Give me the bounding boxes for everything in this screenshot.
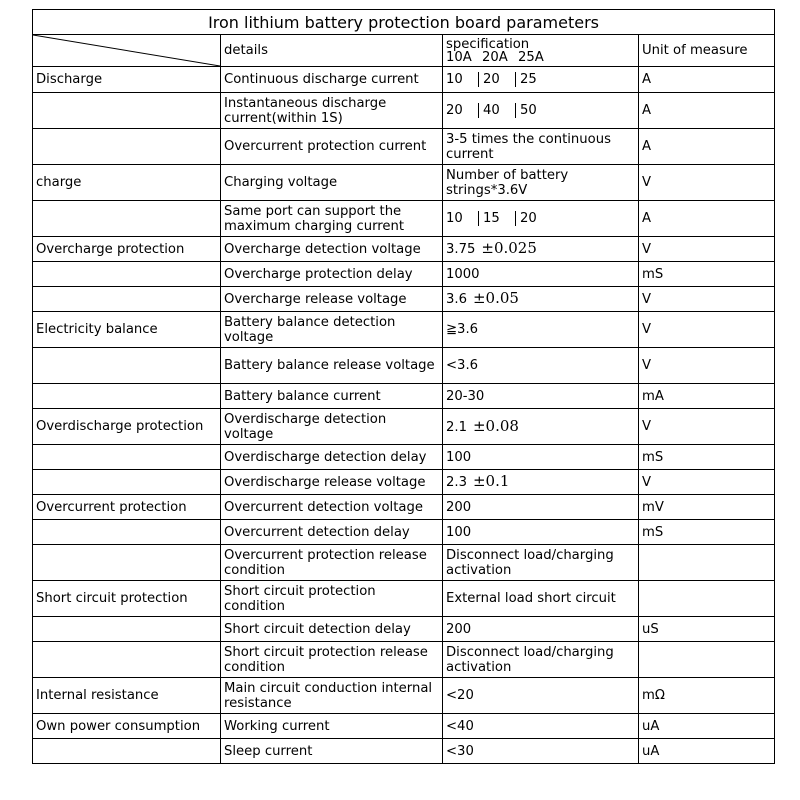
row-category: Overcharge protection: [33, 237, 221, 262]
spec-value: 40: [483, 103, 500, 118]
row-detail: Overcurrent detection voltage: [221, 495, 443, 520]
spec-divider: [478, 103, 479, 118]
diagonal-line: [33, 35, 220, 66]
row-spec: [443, 739, 639, 764]
spec-value: 10: [446, 72, 463, 87]
row-detail: Battery balance current: [221, 384, 443, 409]
spec-value: <20: [446, 688, 474, 703]
row-category: [33, 545, 221, 581]
spec-value: 20: [520, 211, 537, 226]
spec-value: Disconnect load/charging activation: [446, 644, 614, 675]
row-unit: mS: [639, 445, 775, 470]
header-specification: [443, 35, 639, 67]
row-unit: [639, 545, 775, 581]
row-detail: Overcharge detection voltage: [221, 237, 443, 262]
row-unit: mS: [639, 520, 775, 545]
row-detail: Main circuit conduction internal resistance: [221, 678, 443, 714]
row-category: Overcurrent protection: [33, 495, 221, 520]
row-category: Internal resistance: [33, 678, 221, 714]
spec-value: 20: [483, 72, 500, 87]
spec-value: 2.1: [446, 419, 467, 435]
spec-divider: [515, 103, 516, 118]
row-spec: [443, 312, 639, 348]
row-detail: Overcharge protection delay: [221, 262, 443, 287]
row-category: Own power consumption: [33, 714, 221, 739]
table-row: [33, 165, 775, 201]
row-detail: Short circuit protection condition: [221, 581, 443, 617]
row-category: [33, 520, 221, 545]
row-detail: Instantaneous discharge current(within 1S): [221, 93, 443, 129]
header-spec-label: specification: [446, 36, 530, 52]
table-row: [33, 348, 775, 384]
row-detail: Short circuit protection release condition: [221, 642, 443, 678]
row-category: charge: [33, 165, 221, 201]
table-row: [33, 201, 775, 237]
row-spec: [443, 617, 639, 642]
spec-value: Number of battery strings*3.6V: [446, 167, 569, 198]
row-detail: Battery balance detection voltage: [221, 312, 443, 348]
row-unit: V: [639, 470, 775, 495]
row-unit: uS: [639, 617, 775, 642]
row-detail: Battery balance release voltage: [221, 348, 443, 384]
table-row: [33, 93, 775, 129]
spec-tolerance: ±0.05: [472, 289, 519, 307]
row-spec: [443, 262, 639, 287]
row-category: [33, 445, 221, 470]
spec-divider: [478, 72, 479, 87]
row-unit: A: [639, 67, 775, 93]
row-spec: [443, 642, 639, 678]
table-title: Iron lithium battery protection board parameters: [33, 10, 775, 35]
row-category: [33, 129, 221, 165]
header-spec-10a: 10A: [446, 49, 472, 65]
spec-value: 20: [446, 103, 463, 118]
spec-tolerance: ±0.08: [472, 416, 519, 435]
table-row: [33, 445, 775, 470]
row-category: [33, 617, 221, 642]
row-detail: Sleep current: [221, 739, 443, 764]
row-spec: [443, 165, 639, 201]
diagonal-header-cell: [33, 35, 221, 67]
row-unit: V: [639, 165, 775, 201]
row-unit: [639, 581, 775, 617]
row-unit: mV: [639, 495, 775, 520]
table-row: [33, 714, 775, 739]
spec-value: 25: [520, 72, 537, 87]
row-spec: [443, 67, 639, 93]
row-detail: Working current: [221, 714, 443, 739]
table-row: [33, 495, 775, 520]
spec-value: 50: [520, 103, 537, 118]
row-unit: mA: [639, 384, 775, 409]
spec-value: 2.3: [446, 475, 467, 490]
header-unit: Unit of measure: [639, 35, 775, 67]
row-detail: Continuous discharge current: [221, 67, 443, 93]
table-row: [33, 129, 775, 165]
row-detail: Overcurrent detection delay: [221, 520, 443, 545]
table-row: [33, 67, 775, 93]
header-spec-20a: 20A: [482, 49, 508, 65]
spec-value: 3-5 times the continuous current: [446, 131, 611, 162]
row-category: [33, 739, 221, 764]
spec-value: Disconnect load/charging activation: [446, 547, 614, 578]
row-spec: [443, 348, 639, 384]
row-spec: [443, 445, 639, 470]
spec-tolerance: ±0.025: [481, 239, 537, 257]
header-details: details: [221, 35, 443, 67]
spec-value: External load short circuit: [446, 591, 616, 606]
row-unit: A: [639, 93, 775, 129]
row-unit: A: [639, 129, 775, 165]
row-detail: Same port can support the maximum charging current: [221, 201, 443, 237]
row-spec: [443, 678, 639, 714]
header-row: [33, 35, 775, 67]
table-row: [33, 642, 775, 678]
table-row: [33, 520, 775, 545]
row-category: Discharge: [33, 67, 221, 93]
spec-divider: [478, 211, 479, 226]
parameters-table-wrapper: [32, 9, 774, 764]
spec-value: <40: [446, 718, 474, 734]
table-row: [33, 545, 775, 581]
spec-divider: [515, 72, 516, 87]
row-detail: Short circuit detection delay: [221, 617, 443, 642]
title-row: [33, 10, 775, 35]
row-category: [33, 262, 221, 287]
row-unit: V: [639, 287, 775, 312]
row-spec: [443, 384, 639, 409]
row-detail: Overdischarge detection voltage: [221, 409, 443, 445]
table-row: [33, 409, 775, 445]
row-unit: V: [639, 409, 775, 445]
row-spec: [443, 714, 639, 739]
row-category: Short circuit protection: [33, 581, 221, 617]
row-category: [33, 384, 221, 409]
row-unit: mS: [639, 262, 775, 287]
spec-value: 100: [446, 524, 472, 540]
spec-tolerance: ±0.1: [472, 472, 510, 490]
row-category: [33, 348, 221, 384]
spec-value: 3.75: [446, 242, 476, 257]
spec-value: 15: [483, 211, 500, 226]
row-detail: Overcurrent protection current: [221, 129, 443, 165]
spec-value: <30: [446, 743, 474, 759]
table-row: [33, 739, 775, 764]
row-unit: uA: [639, 739, 775, 764]
row-unit: uA: [639, 714, 775, 739]
row-unit: mΩ: [639, 678, 775, 714]
row-detail: Overcharge release voltage: [221, 287, 443, 312]
spec-value: 200: [446, 621, 472, 637]
spec-value: 100: [446, 449, 472, 465]
row-category: [33, 201, 221, 237]
row-detail: Charging voltage: [221, 165, 443, 201]
table-row: [33, 617, 775, 642]
table-row: [33, 470, 775, 495]
row-spec: [443, 545, 639, 581]
row-category: Electricity balance: [33, 312, 221, 348]
spec-value: 10: [446, 211, 463, 226]
row-spec: [443, 129, 639, 165]
row-unit: V: [639, 312, 775, 348]
row-category: [33, 93, 221, 129]
row-unit: V: [639, 348, 775, 384]
row-spec: [443, 470, 639, 495]
row-unit: [639, 642, 775, 678]
row-category: [33, 642, 221, 678]
table-row: [33, 384, 775, 409]
row-spec: [443, 201, 639, 237]
table-row: [33, 581, 775, 617]
spec-value: ≧3.6: [446, 322, 479, 337]
spec-value: 3.6: [446, 292, 467, 307]
row-category: [33, 470, 221, 495]
spec-value: 1000: [446, 266, 480, 282]
row-category: Overdischarge protection: [33, 409, 221, 445]
parameters-table: [32, 9, 775, 764]
header-spec-25a: 25A: [518, 49, 544, 65]
row-detail: Overcurrent protection release condition: [221, 545, 443, 581]
spec-divider: [515, 211, 516, 226]
row-detail: Overdischarge release voltage: [221, 470, 443, 495]
row-unit: A: [639, 201, 775, 237]
row-spec: [443, 581, 639, 617]
spec-value: 20-30: [446, 388, 485, 404]
row-category: [33, 287, 221, 312]
table-row: [33, 287, 775, 312]
row-spec: [443, 287, 639, 312]
table-row: [33, 312, 775, 348]
row-unit: V: [639, 237, 775, 262]
table-row: [33, 262, 775, 287]
row-detail: Overdischarge detection delay: [221, 445, 443, 470]
row-spec: [443, 93, 639, 129]
row-spec: [443, 409, 639, 445]
spec-value: 200: [446, 499, 472, 515]
spec-value: <3.6: [446, 358, 479, 373]
row-spec: [443, 520, 639, 545]
table-row: [33, 678, 775, 714]
row-spec: [443, 237, 639, 262]
table-row: [33, 237, 775, 262]
row-spec: [443, 495, 639, 520]
